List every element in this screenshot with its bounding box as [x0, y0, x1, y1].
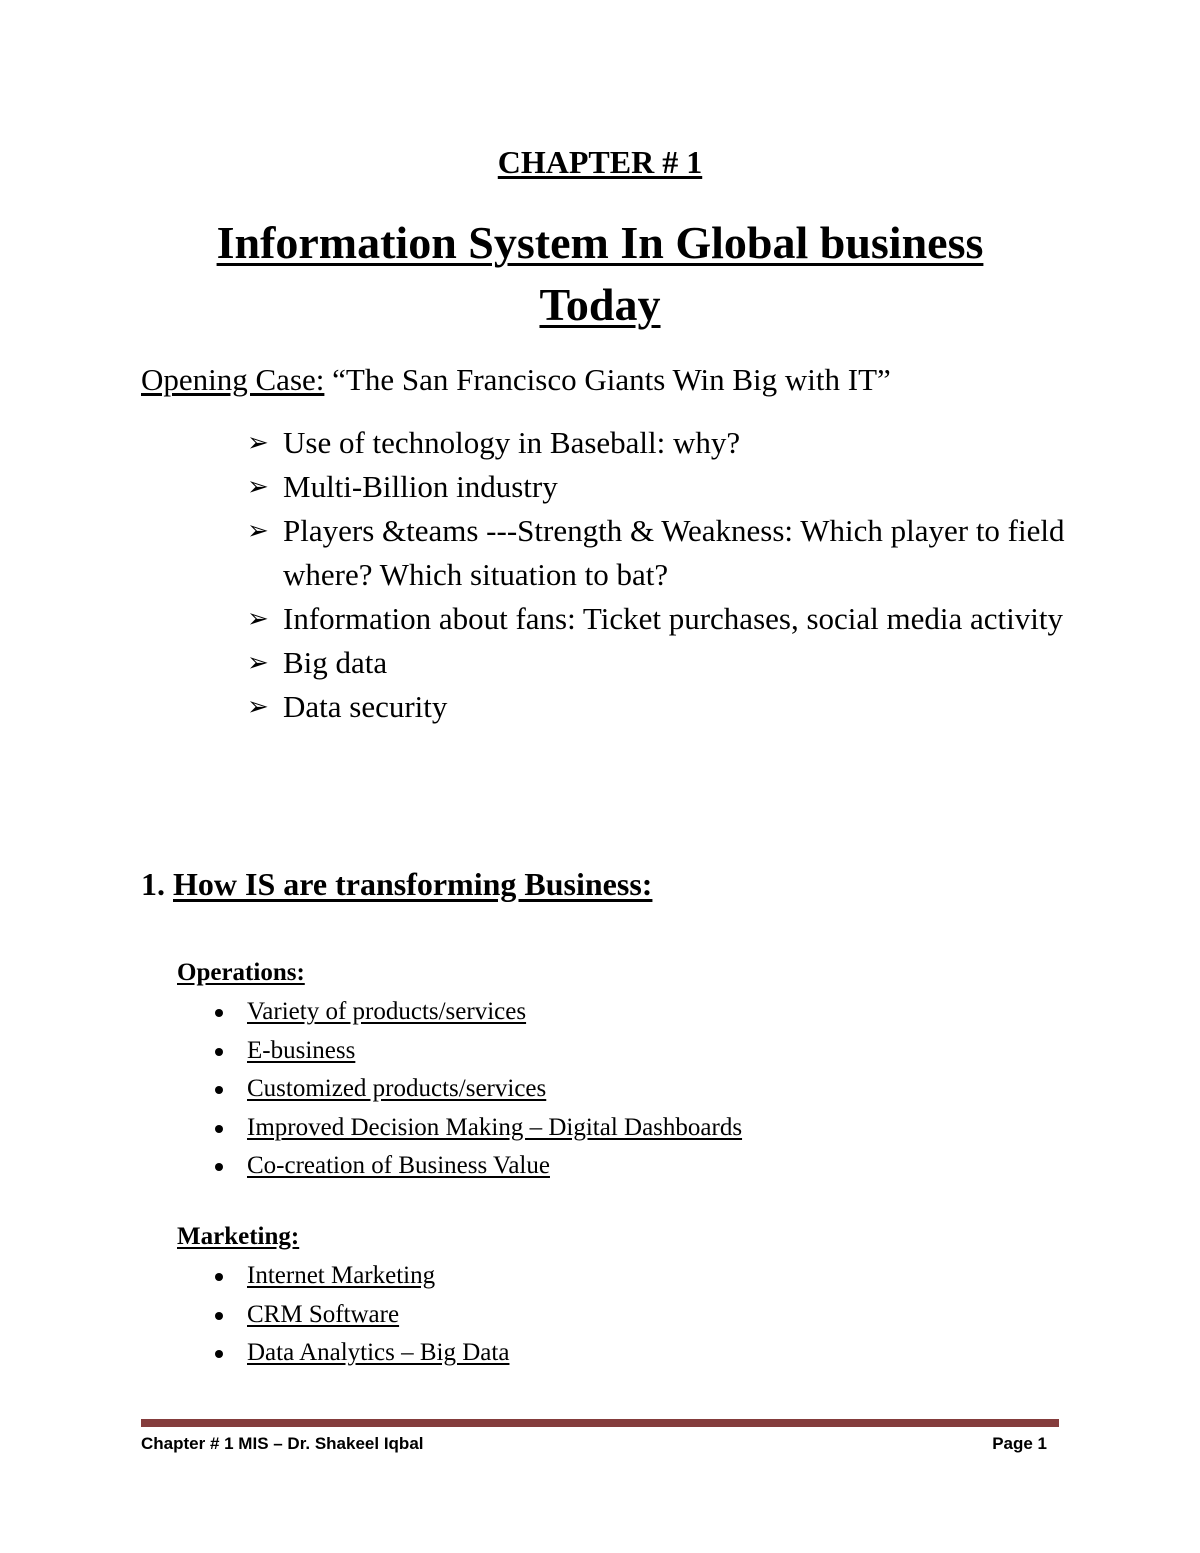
- footer-chapter-label: Chapter # 1 MIS – Dr. Shakeel Iqbal: [141, 1434, 424, 1453]
- chapter-heading: CHAPTER # 1: [497, 144, 703, 180]
- list-item: CRM Software: [212, 1296, 509, 1335]
- list-item: ➢ Use of technology in Baseball: why?: [247, 421, 1077, 465]
- arrow-bullet-icon: ➢: [247, 472, 269, 502]
- list-item: Internet Marketing: [212, 1257, 509, 1296]
- bullet-dot-icon: [215, 1312, 223, 1320]
- footer-divider: [141, 1419, 1059, 1427]
- arrow-bullet-icon: ➢: [247, 604, 269, 634]
- arrow-bullet-icon: ➢: [247, 648, 269, 678]
- section-number: 1.: [141, 866, 165, 902]
- bullet-dot-icon: [215, 1086, 223, 1094]
- section-title: How IS are transforming Business:: [173, 866, 653, 902]
- bullet-dot-icon: [215, 1163, 223, 1171]
- bullet-dot-icon: [215, 1048, 223, 1056]
- section-1-heading: [141, 862, 652, 906]
- list-item: Data Analytics – Big Data: [212, 1334, 509, 1373]
- list-item: ➢ Players &teams ---Strength & Weakness: Which player to field where? Which situation to bat?: [247, 509, 1077, 597]
- marketing-list: [212, 1257, 509, 1373]
- bullet-dot-icon: [215, 1009, 223, 1017]
- opening-case-text: “The San Francisco Giants Win Big with IT”: [324, 362, 891, 397]
- list-item: E-business: [212, 1032, 742, 1071]
- list-item: ➢ Information about fans: Ticket purchases, social media activity: [247, 597, 1077, 641]
- page-title-line-2: Today: [539, 279, 661, 330]
- list-item: ➢ Big data: [247, 641, 1077, 685]
- opening-points-list: [247, 421, 1077, 729]
- bullet-dot-icon: [215, 1350, 223, 1358]
- marketing-heading: Marketing:: [177, 1223, 300, 1250]
- arrow-bullet-icon: ➢: [247, 516, 269, 546]
- arrow-bullet-icon: ➢: [247, 692, 269, 722]
- operations-heading: Operations:: [177, 959, 305, 986]
- arrow-bullet-icon: ➢: [247, 428, 269, 458]
- operations-list: [212, 993, 742, 1186]
- page-title: [0, 212, 1200, 336]
- list-item: Improved Decision Making – Digital Dashboards: [212, 1109, 742, 1148]
- list-item: Co-creation of Business Value: [212, 1147, 742, 1186]
- list-item: Customized products/services: [212, 1070, 742, 1109]
- opening-case-label: Opening Case:: [141, 362, 325, 397]
- bullet-dot-icon: [215, 1125, 223, 1133]
- footer-page-number: Page 1: [992, 1434, 1047, 1453]
- opening-case: [141, 360, 891, 400]
- list-item: ➢ Data security: [247, 685, 1077, 729]
- list-item: ➢ Multi-Billion industry: [247, 465, 1077, 509]
- bullet-dot-icon: [215, 1273, 223, 1281]
- list-item: Variety of products/services: [212, 993, 742, 1032]
- page-title-line-1: Information System In Global business: [216, 217, 984, 268]
